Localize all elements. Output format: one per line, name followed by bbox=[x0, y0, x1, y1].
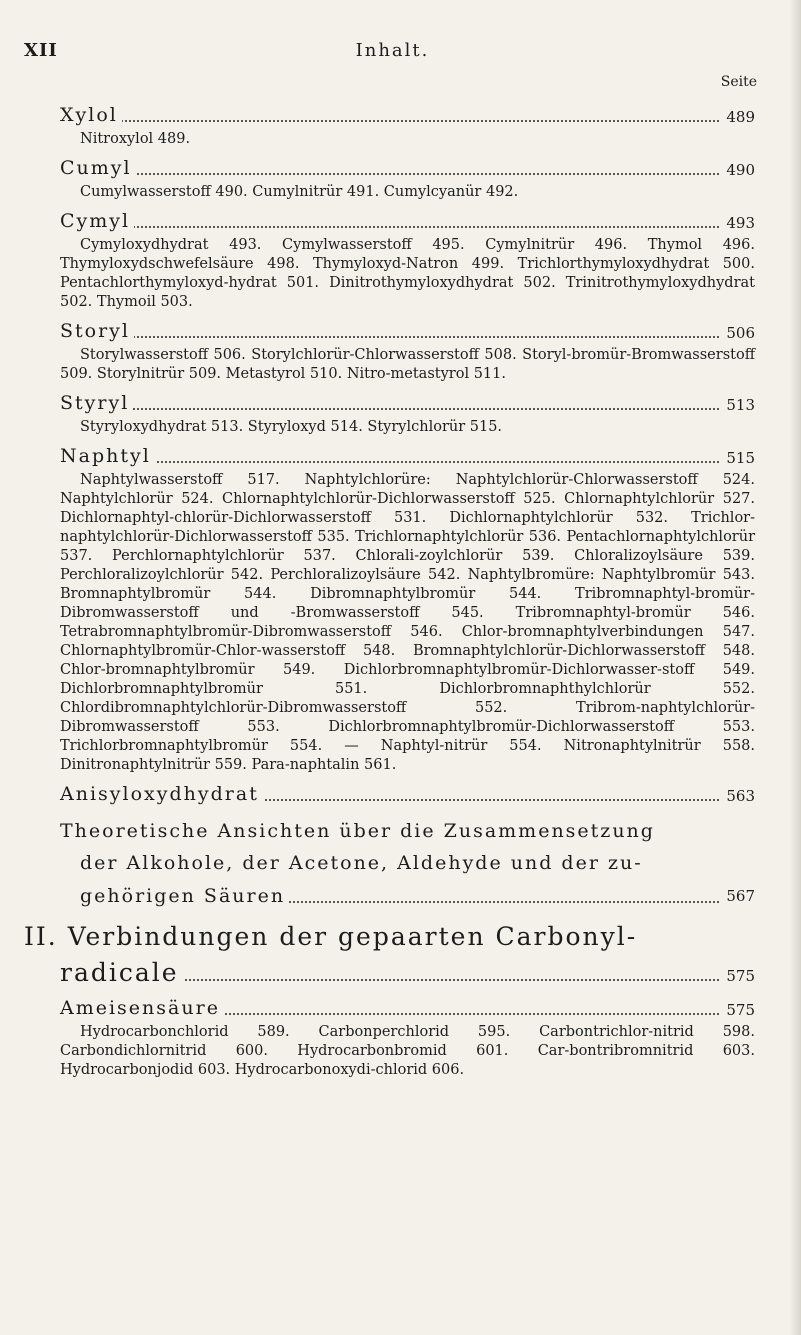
entry-row bbox=[60, 781, 755, 807]
page-edge bbox=[789, 0, 801, 1335]
entry-row bbox=[60, 995, 755, 1021]
page-column-label: Seite bbox=[720, 74, 757, 90]
entry-subitems: Styryloxydhydrat 513. Styryloxyd 514. Styrylchlorür 515. bbox=[80, 419, 503, 435]
section-title-line-2: radicale bbox=[60, 958, 183, 987]
entry-title: Styryl bbox=[60, 392, 133, 414]
toc-entry-ameisensaeure bbox=[60, 995, 755, 1080]
entry-subitems: Nitroxylol 489. bbox=[80, 131, 191, 147]
entry-row bbox=[60, 390, 755, 416]
theory-line-2: der Alkohole, der Acetone, Aldehyde und der zu- bbox=[80, 852, 643, 874]
entry-page: 506 bbox=[722, 324, 755, 342]
toc-entry-styryl bbox=[60, 390, 755, 437]
entry-title: Storyl bbox=[60, 320, 134, 342]
theory-line-3: gehörigen Säuren bbox=[80, 885, 289, 907]
entry-subitems: Cymyloxydhydrat 493. Cymylwasserstoff 495. Cymylnitrür 496. Thymol 496. Thymyloxydschwefelsäure 498. Thymyloxyd-Natron 499. Trichlorthymyloxydhydrat 500. Pentachlorthymyloxyd-hydrat 501. Dinitrothymyloxydhydrat 502. Trinitrothymyloxydhydrat 502. Thymoil 503. bbox=[60, 237, 755, 310]
page-header bbox=[24, 40, 761, 66]
entry-page: 493 bbox=[722, 214, 755, 232]
entry-page: 489 bbox=[722, 108, 755, 126]
entry-title: Ameisensäure bbox=[60, 997, 224, 1019]
running-title: Inhalt. bbox=[355, 40, 430, 61]
toc-entry-naphtyl bbox=[60, 443, 755, 775]
entry-page: 490 bbox=[722, 161, 755, 179]
entry-subitems: Naphtylwasserstoff 517. Naphtylchlorüre: Naphtylchlorür-Chlorwasserstoff 524. Naphtylchlorür 524. Chlornaphtylchlorür-Dichlorwasserstoff 525. Chlornaphtylchlorür 527. Dichlornaphtyl-chlorür-Dichlorwasserstoff 531. Dichlornaphtylchlorür 532. Trichlor-naphtylchlorür-Dichlorwasserstoff 535. Trichlornaphtylchlorür 536. Pentachlornaphtylchlorür 537. Perchlornaphtylchlorür 537. Chlorali-zoylchlorür 539. Chloralizoylsäure 539. Perchloralizoylchlorür 542. Perchloralizoylsäure 542. Naphtylbromüre: Naphtylbromür 543. Bromnaphtylbromür 544. Dibromnaphtylbromür 544. Tribromnaphtyl-bromür-Dibromwasserstoff und -Bromwasserstoff 545. Tribromnaphtyl-bromür 546. Tetrabromnaphtylbromür-Dibromwasserstoff 546. Chlor-bromnaphtylverbindungen 547. Chlornaphtylbromür-Chlor-wasserstoff 548. Bromnaphtylchlorür-Dichlorwasserstoff 548. Chlor-bromnaphtylbromür 549. Dichlorbromnaphtylbromür-Dichlorwasser-stoff 549. Dichlorbromnaphtylbromür 551. Dichlorbromnaphthylchlorür 552. Chlordibromnaphtylchlorür-Dibromwasserstoff 552. Tribrom-naphtylchlorür-Dibromwasserstoff 553. Dichlorbromnaphtylbromür-Dichlorwasserstoff 553. Trichlorbromnaphtylbromür 554. — Naphtyl-nitrür 554. Nitronaphtylnitrür 558. Dinitronaphtylnitrür 559. Para-naphtalin 561. bbox=[60, 472, 755, 773]
dot-leader bbox=[60, 461, 719, 463]
toc-entry-theory bbox=[60, 815, 755, 909]
entry-row bbox=[60, 318, 755, 344]
section-title-line-1 bbox=[24, 919, 755, 955]
toc-entry-xylol bbox=[60, 102, 755, 149]
theory-line-1: Theoretische Ansichten über die Zusammensetzung bbox=[60, 820, 655, 842]
entry-title: Cumyl bbox=[60, 157, 136, 179]
toc-entry-cymyl bbox=[60, 208, 755, 312]
entry-title: Cymyl bbox=[60, 210, 134, 232]
entry-page: 563 bbox=[722, 787, 755, 805]
entry-row bbox=[60, 102, 755, 128]
entry-row bbox=[60, 208, 755, 234]
entry-title: Naphtyl bbox=[60, 445, 155, 467]
toc-entry-storyl bbox=[60, 318, 755, 384]
page-number: XII bbox=[24, 40, 58, 61]
dot-leader bbox=[60, 408, 719, 410]
section-number: II. bbox=[24, 922, 58, 951]
entry-title: Anisyloxydhydrat bbox=[60, 783, 263, 805]
entry-row bbox=[60, 879, 755, 909]
entry-row bbox=[60, 443, 755, 469]
section-title: Verbindungen der gepaarten Carbonyl- bbox=[67, 922, 638, 951]
entry-page: 575 bbox=[722, 1001, 755, 1019]
entry-row bbox=[60, 155, 755, 181]
section-page: 575 bbox=[726, 967, 755, 985]
entry-subitems: Cumylwasserstoff 490. Cumylnitrür 491. Cumylcyanür 492. bbox=[80, 184, 519, 200]
toc-entry-anisyloxydhydrat bbox=[60, 781, 755, 807]
section-heading-ii bbox=[24, 919, 755, 989]
entry-subitems: Storylwasserstoff 506. Storylchlorür-Chlorwasserstoff 508. Storyl-bromür-Bromwasserstoff 509. Storylnitrür 509. Metastyrol 510. Nitro-metastyrol 511. bbox=[60, 347, 755, 382]
entry-page: 515 bbox=[722, 449, 755, 467]
dot-leader bbox=[60, 173, 719, 175]
entry-subitems: Hydrocarbonchlorid 589. Carbonperchlorid 595. Carbontrichlor-nitrid 598. Carbondichlornitrid 600. Hydrocarbonbromid 601. Car-bontribromnitrid 603. Hydrocarbonjodid 603. Hydrocarbonoxydi-chlorid 606. bbox=[60, 1024, 755, 1078]
entry-page: 513 bbox=[722, 396, 755, 414]
dot-leader bbox=[60, 120, 719, 122]
entry-page: 567 bbox=[726, 887, 755, 905]
dot-leader bbox=[60, 336, 719, 338]
dot-leader bbox=[60, 226, 719, 228]
entry-title: Xylol bbox=[60, 104, 122, 126]
toc-entry-cumyl bbox=[60, 155, 755, 202]
entry-row bbox=[24, 955, 755, 989]
toc-content bbox=[24, 96, 755, 1084]
